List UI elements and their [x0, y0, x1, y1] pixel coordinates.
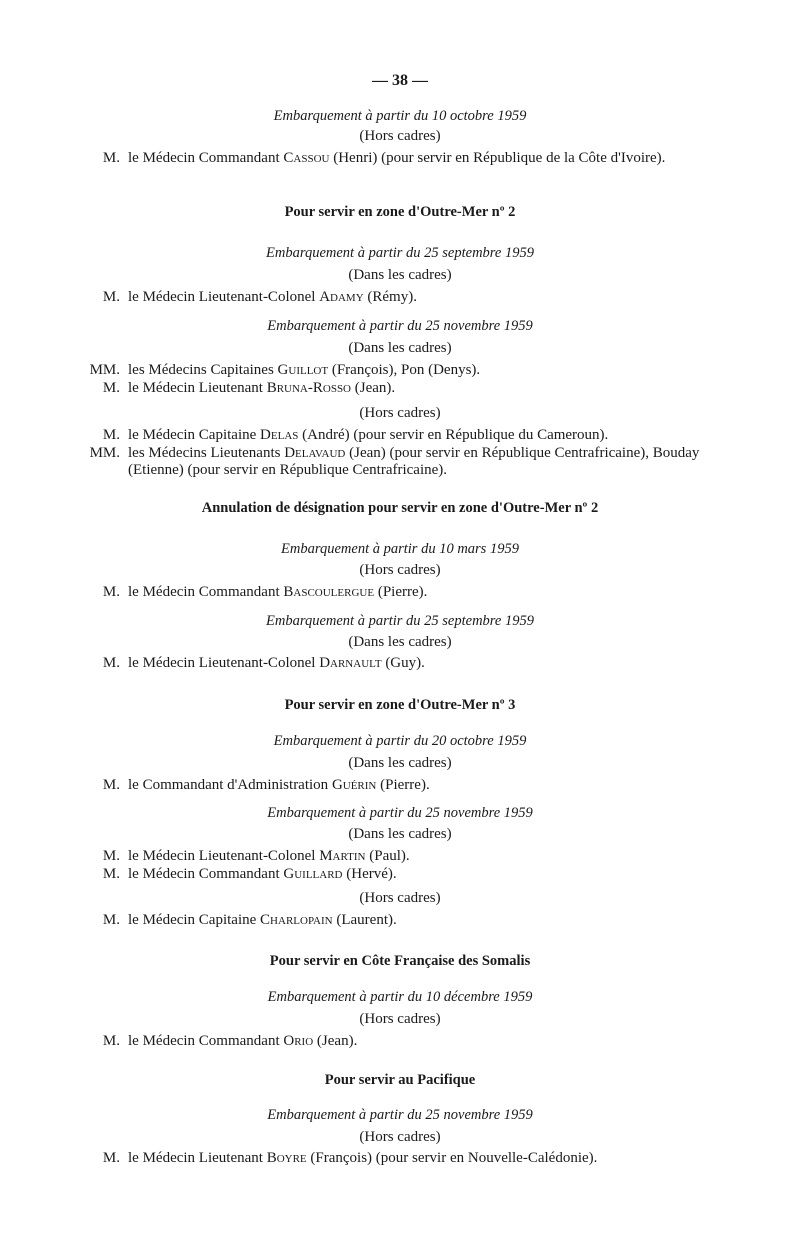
- embarquement-date: Embarquement à partir du 20 octobre 1959: [273, 733, 527, 749]
- cadres-status: (Hors cadres): [359, 1011, 441, 1027]
- entry-details: (André) (pour servir en République du Cameroun).: [298, 427, 609, 443]
- personnel-entry: [0, 866, 800, 883]
- entry-details: (François), Pon (Denys).: [328, 362, 481, 378]
- cadres-status: (Dans les cadres): [348, 267, 452, 283]
- entry-prefix: M.: [102, 150, 120, 166]
- embarquement-date: Embarquement à partir du 25 septembre 1959: [266, 613, 534, 629]
- embarquement-date: Embarquement à partir du 25 novembre 1959: [267, 805, 533, 821]
- entry-prefix: M.: [102, 584, 120, 600]
- entry-text: [128, 380, 718, 397]
- embarquement-date: Embarquement à partir du 25 septembre 1959: [266, 245, 534, 261]
- entry-prefix: M.: [102, 1033, 120, 1049]
- entry-text: [128, 1033, 718, 1050]
- entry-surname: Guillard: [283, 866, 343, 882]
- entry-rank: le Médecin Lieutenant-Colonel: [128, 289, 320, 305]
- personnel-entry: [0, 427, 800, 444]
- entry-prefix: M.: [102, 380, 120, 396]
- entry-details: (Guy).: [381, 655, 425, 671]
- entry-text: [128, 150, 718, 167]
- entry-surname: Boyre: [266, 1150, 307, 1166]
- entry-rank: les Médecins Capitaines: [128, 362, 278, 378]
- entry-text: [128, 445, 718, 479]
- entry-details: (Hervé).: [342, 866, 397, 882]
- entry-details: (Pierre).: [374, 584, 428, 600]
- entry-surname: Adamy: [319, 289, 364, 305]
- cadres-status: (Dans les cadres): [348, 340, 452, 356]
- entry-rank: le Médecin Commandant: [128, 584, 284, 600]
- entry-text: [128, 427, 718, 444]
- entry-rank: le Médecin Lieutenant-Colonel: [128, 848, 320, 864]
- entry-prefix: M.: [102, 866, 120, 882]
- entry-rank: le Médecin Commandant: [128, 1033, 284, 1049]
- personnel-entry: [0, 655, 800, 672]
- personnel-entry: [0, 912, 800, 929]
- entry-details: (Jean).: [313, 1033, 358, 1049]
- entry-prefix: M.: [102, 427, 120, 443]
- entry-rank: le Médecin Commandant: [128, 150, 284, 166]
- entry-rank: le Médecin Lieutenant-Colonel: [128, 655, 320, 671]
- section-heading: Pour servir en zone d'Outre-Mer nº 2: [284, 204, 516, 220]
- entry-text: [128, 777, 718, 794]
- cadres-status: (Hors cadres): [359, 405, 441, 421]
- entry-prefix: M.: [102, 777, 120, 793]
- personnel-entry: [0, 584, 800, 601]
- section-heading: Annulation de désignation pour servir en zone d'Outre-Mer nº 2: [201, 500, 599, 516]
- entry-rank: le Médecin Commandant: [128, 866, 284, 882]
- entry-text: [128, 848, 718, 865]
- personnel-entry: [0, 150, 800, 167]
- entry-surname: Delas: [260, 427, 299, 443]
- entry-surname: Delavaud: [284, 445, 346, 461]
- section-heading: Pour servir en zone d'Outre-Mer nº 3: [284, 697, 516, 713]
- entry-text: [128, 1150, 718, 1167]
- entry-rank: les Médecins Lieutenants: [128, 445, 285, 461]
- entry-surname: Guillot: [277, 362, 329, 378]
- personnel-entry: [0, 1033, 800, 1050]
- cadres-status: (Dans les cadres): [348, 755, 452, 771]
- entry-surname: Martin: [319, 848, 366, 864]
- personnel-entry: [0, 289, 800, 306]
- embarquement-date: Embarquement à partir du 10 mars 1959: [281, 541, 519, 557]
- cadres-status: (Dans les cadres): [348, 634, 452, 650]
- entry-surname: Darnault: [319, 655, 382, 671]
- entry-surname: Cassou: [283, 150, 330, 166]
- entry-surname: Bascoulergue: [283, 584, 375, 600]
- entry-prefix: M.: [102, 655, 120, 671]
- entry-text: [128, 912, 718, 929]
- entry-surname: Guérin: [331, 777, 377, 793]
- entry-details: (Henri) (pour servir en République de la Côte d'Ivoire).: [329, 150, 666, 166]
- entry-prefix: MM.: [89, 362, 120, 378]
- entry-rank: le Médecin Lieutenant: [128, 1150, 267, 1166]
- entry-text: [128, 866, 718, 883]
- section-heading: Pour servir en Côte Française des Somalis: [269, 953, 531, 969]
- page-number: — 38 —: [372, 72, 428, 89]
- entry-rank: le Médecin Capitaine: [128, 427, 261, 443]
- cadres-status: (Dans les cadres): [348, 826, 452, 842]
- cadres-status: (Hors cadres): [359, 1129, 441, 1145]
- embarquement-date: Embarquement à partir du 25 novembre 1959: [267, 1107, 533, 1123]
- personnel-entry: [0, 1150, 800, 1167]
- personnel-entry: [0, 362, 800, 379]
- entry-surname: Orio: [283, 1033, 314, 1049]
- personnel-entry: [0, 777, 800, 794]
- embarquement-date: Embarquement à partir du 10 décembre 1959: [267, 989, 533, 1005]
- entry-rank: le Médecin Capitaine: [128, 912, 261, 928]
- entry-details: (Jean).: [351, 380, 396, 396]
- entry-details: (Jean) (pour servir en République Centrafricaine), Bouday (Etienne) (pour servir en République Centrafricaine).: [128, 445, 700, 478]
- section-heading: Pour servir au Pacifique: [324, 1072, 476, 1088]
- personnel-entry: [0, 848, 800, 865]
- entry-prefix: MM.: [89, 445, 120, 461]
- entry-rank: le Commandant d'Administration: [128, 777, 332, 793]
- cadres-status: (Hors cadres): [359, 890, 441, 906]
- entry-details: (Laurent).: [332, 912, 397, 928]
- entry-prefix: M.: [102, 1150, 120, 1166]
- entry-text: [128, 584, 718, 601]
- embarquement-date: Embarquement à partir du 25 novembre 1959: [267, 318, 533, 334]
- personnel-entry: [0, 380, 800, 397]
- entry-text: [128, 655, 718, 672]
- cadres-status: (Hors cadres): [359, 128, 441, 144]
- entry-details: (Pierre).: [376, 777, 430, 793]
- entry-text: [128, 362, 718, 379]
- entry-details: (Rémy).: [363, 289, 417, 305]
- entry-surname: Bruna-Rosso: [266, 380, 351, 396]
- embarquement-date: Embarquement à partir du 10 octobre 1959: [273, 108, 527, 124]
- entry-text: [128, 289, 718, 306]
- cadres-status: (Hors cadres): [359, 562, 441, 578]
- entry-details: (François) (pour servir en Nouvelle-Calédonie).: [306, 1150, 598, 1166]
- entry-surname: Charlopain: [260, 912, 333, 928]
- entry-prefix: M.: [102, 912, 120, 928]
- personnel-entry: [0, 445, 800, 479]
- entry-rank: le Médecin Lieutenant: [128, 380, 267, 396]
- entry-prefix: M.: [102, 848, 120, 864]
- entry-details: (Paul).: [365, 848, 410, 864]
- entry-prefix: M.: [102, 289, 120, 305]
